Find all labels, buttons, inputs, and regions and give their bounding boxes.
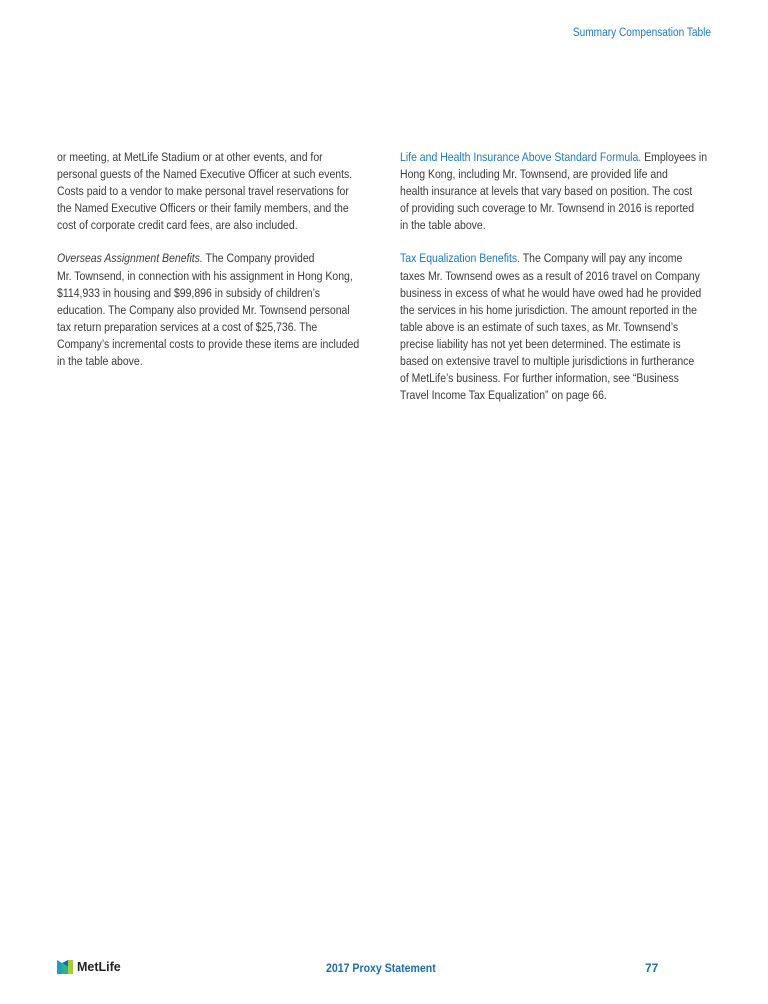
paragraph-lead: Life and Health Insurance Above Standard Formula. — [400, 150, 642, 164]
paragraph-lead: Overseas Assignment Benefits. — [57, 251, 203, 266]
paragraph-tax-equalization — [400, 250, 740, 404]
text-line: cost of corporate credit card fees, are also included. — [57, 218, 298, 233]
text-line: $114,933 in housing and $99,896 in subsidy of children’s — [57, 285, 321, 300]
right-column — [400, 149, 740, 420]
text-span: Employees in — [641, 150, 708, 164]
text-line: Mr. Townsend, in connection with his assignment in Hong Kong, — [57, 268, 353, 283]
text-span: The Company provided — [202, 251, 315, 266]
text-line: based on extensive travel to multiple jurisdictions in furtherance — [400, 354, 695, 369]
text-line: the services in his home jurisdiction. The amount reported in the — [400, 302, 697, 317]
text-line — [400, 250, 692, 267]
page-number: 77 — [645, 961, 659, 975]
text-span: The Company will pay any income — [520, 251, 683, 266]
text-line — [57, 250, 349, 267]
text-line: tax return preparation services at a cost of $25,736. The — [57, 319, 318, 334]
text-line: business in excess of what he would have owed had he provided — [400, 285, 702, 300]
running-header: Summary Compensation Table — [572, 27, 711, 39]
text-line: Travel Income Tax Equalization” on page 66. — [400, 388, 607, 403]
text-line — [400, 149, 708, 166]
paragraph-lead: Tax Equalization Benefits. — [400, 251, 521, 266]
text-line: personal guests of the Named Executive Officer at such events. — [57, 167, 353, 182]
text-line: Hong Kong, including Mr. Townsend, are provided life and — [400, 167, 668, 182]
text-line: Company’s incremental costs to provide these items are included — [57, 336, 360, 351]
text-line: precise liability has not yet been determined. The estimate is — [400, 336, 681, 351]
text-line: or meeting, at MetLife Stadium or at other events, and for — [57, 150, 323, 164]
text-line: of MetLife’s business. For further information, see “Business — [400, 371, 679, 386]
paragraph-personal-travel — [57, 149, 397, 234]
text-line: in the table above. — [400, 218, 486, 233]
document-title: 2017 Proxy Statement — [326, 961, 436, 975]
text-line: in the table above. — [57, 354, 143, 369]
text-line: education. The Company also provided Mr. Townsend personal — [57, 302, 350, 317]
left-column — [57, 149, 397, 386]
page-footer — [0, 958, 768, 978]
text-line: Costs paid to a vendor to make personal travel reservations for — [57, 184, 349, 199]
metlife-m-icon — [57, 960, 73, 974]
text-line: health insurance at levels that vary based on position. The cost — [400, 184, 693, 199]
text-line: table above is an estimate of such taxes, as Mr. Townsend’s — [400, 319, 679, 334]
paragraph-overseas-assignment — [57, 250, 397, 370]
text-line: the Named Executive Officers or their family members, and the — [57, 201, 349, 216]
text-line: of providing such coverage to Mr. Townsend in 2016 is reported — [400, 201, 695, 216]
text-line: taxes Mr. Townsend owes as a result of 2016 travel on Company — [400, 268, 700, 283]
logo-text: MetLife — [77, 960, 121, 974]
paragraph-life-health-insurance — [400, 149, 740, 234]
metlife-logo — [57, 960, 121, 974]
